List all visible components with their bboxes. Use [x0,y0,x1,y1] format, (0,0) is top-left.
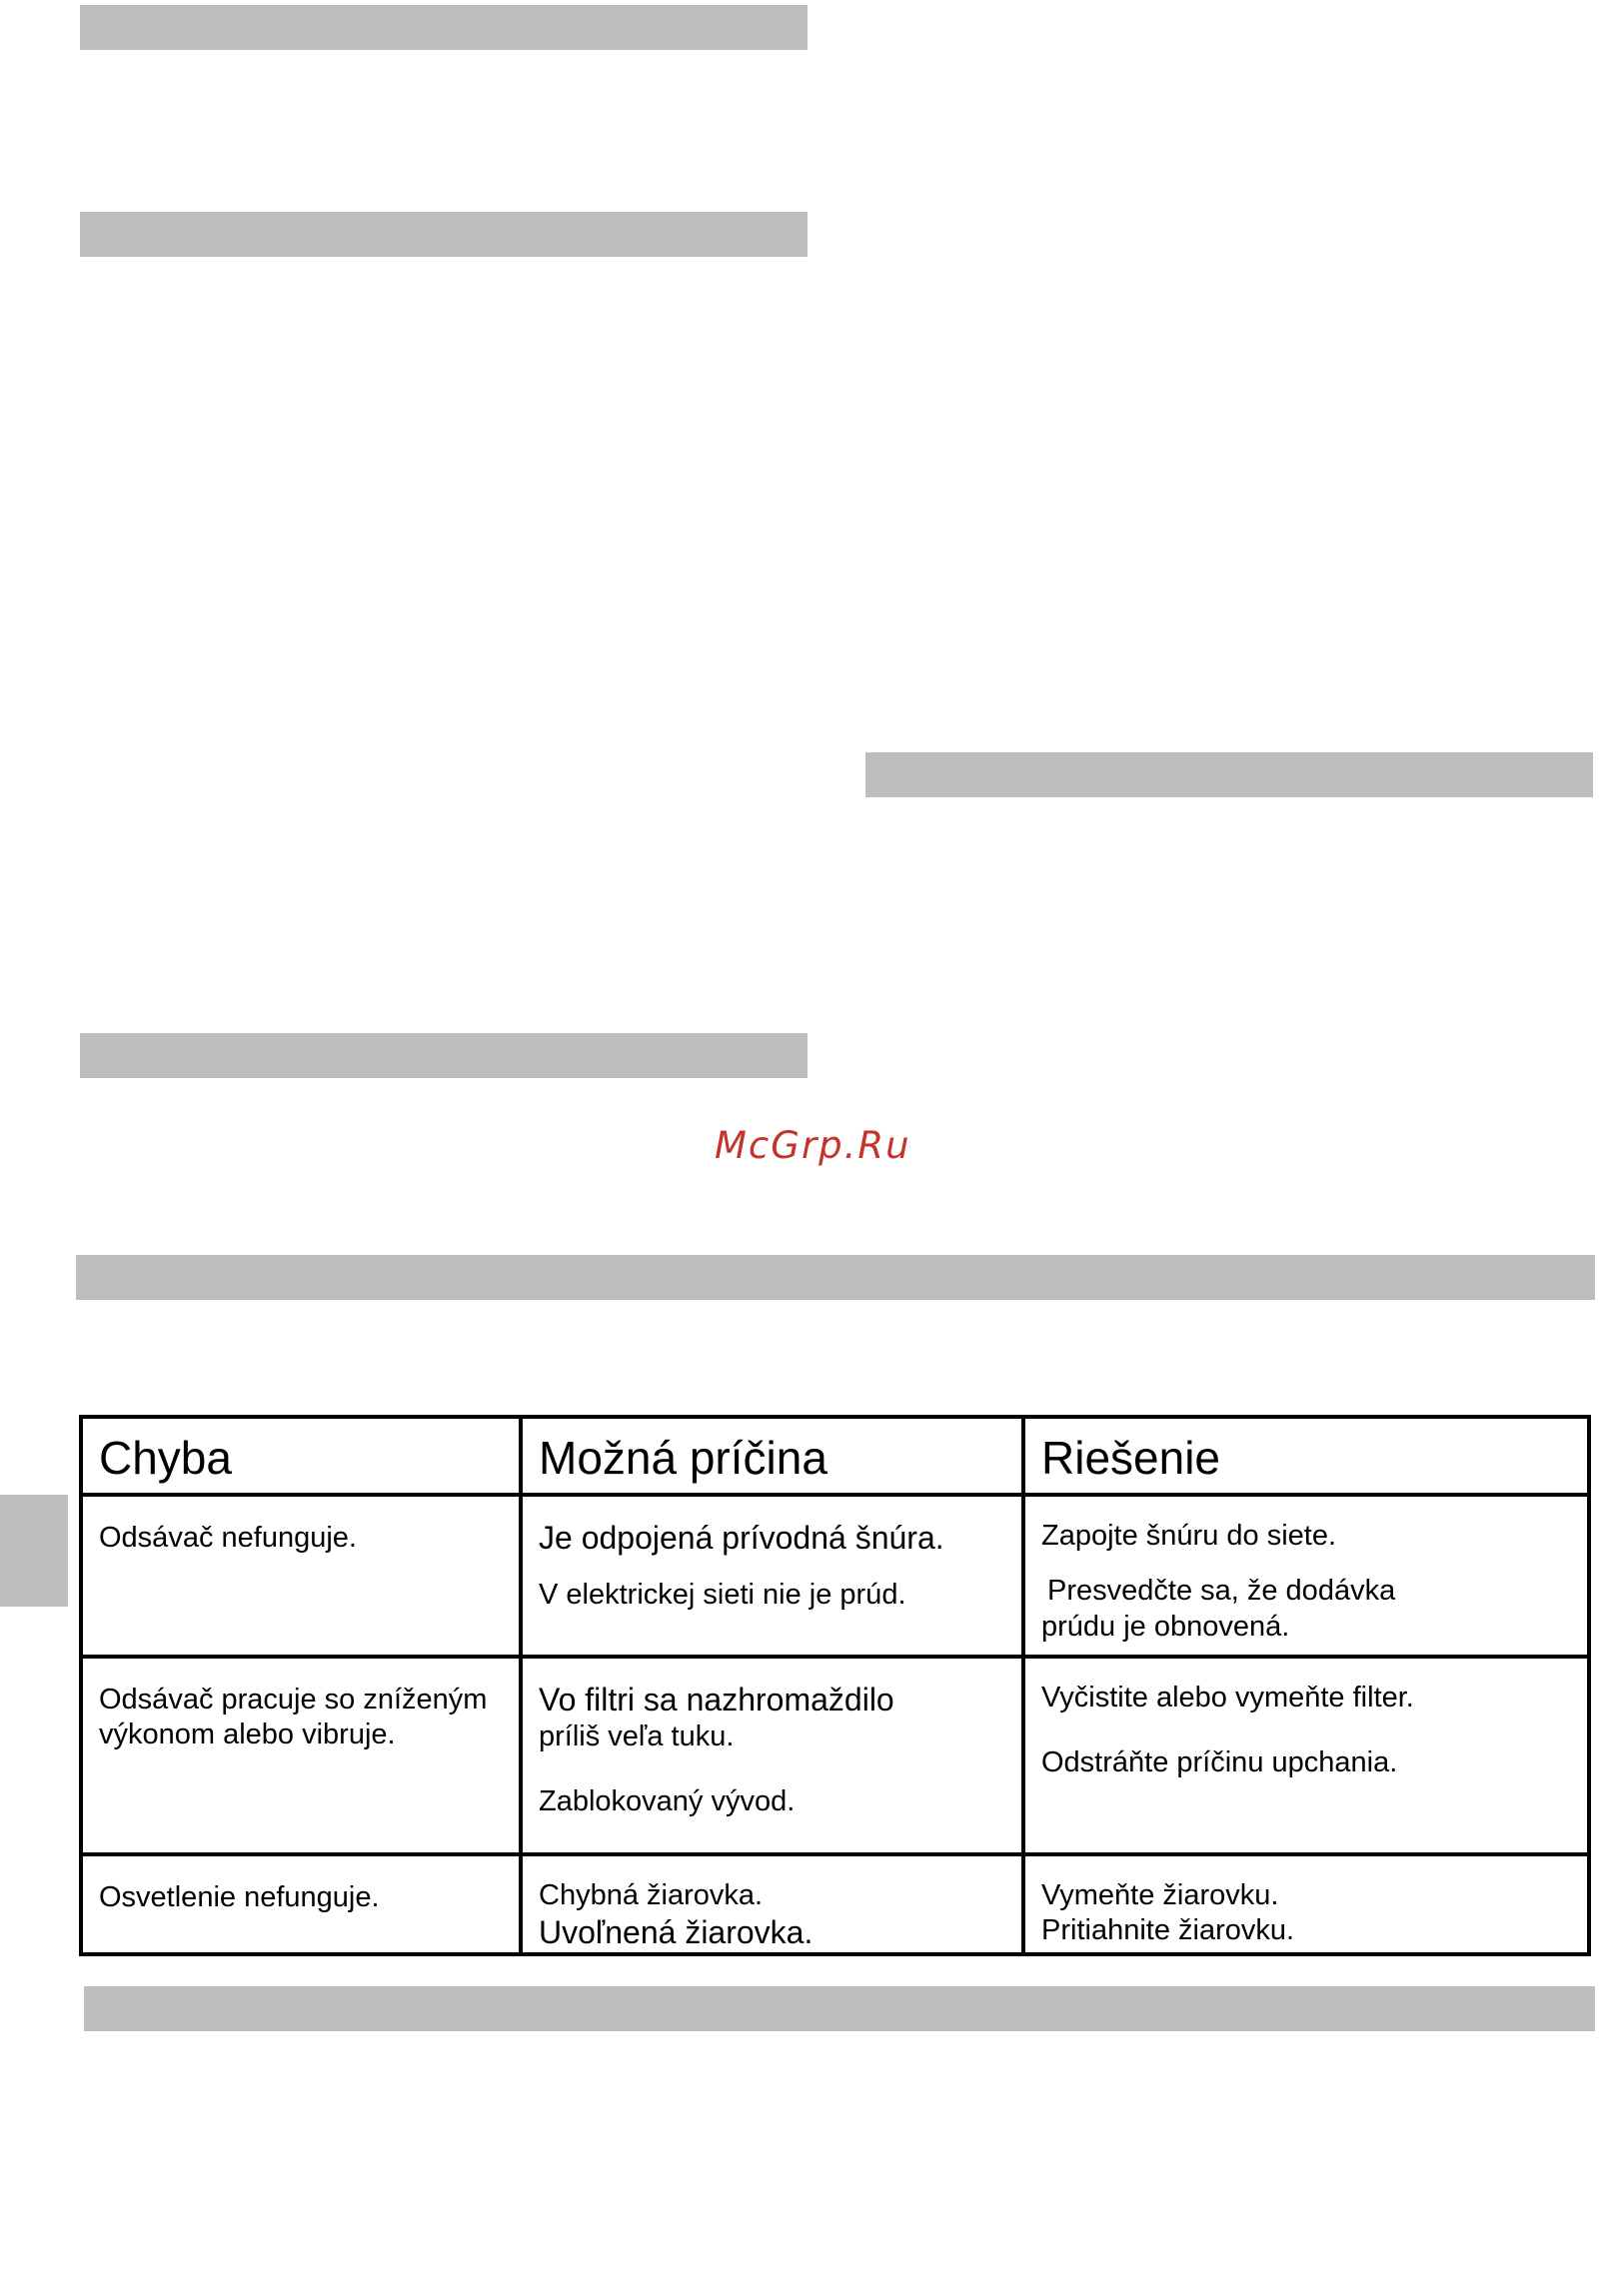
solution-text: Vymeňte žiarovku. [1041,1879,1279,1911]
header-solution: Riešenie [1023,1417,1589,1495]
solution-text: Odstráňte príčinu upchania. [1041,1746,1398,1779]
fault-text: Odsávač pracuje so zníženým [99,1684,488,1716]
cause-cell [521,1657,1023,1854]
cause-text: Vo filtri sa nazhromaždilo [539,1682,894,1718]
solution-text: Pritiahnite žiarovku. [1041,1914,1295,1947]
fault-text: Odsávač nefunguje. [99,1522,357,1554]
table-row [81,1657,1589,1854]
solution-cell [1023,1854,1589,1954]
watermark-text: McGrp.Ru [715,1124,911,1167]
table-header-row [81,1417,1589,1495]
cause-text: Chybná žiarovka. [539,1879,764,1911]
solution-cell [1023,1495,1589,1657]
cause-cell [521,1854,1023,1954]
troubleshooting-table [79,1415,1591,1956]
cause-text: Uvoľnená žiarovka. [539,1914,813,1951]
section-header-bar [80,1033,808,1078]
fault-cell [81,1657,521,1854]
section-header-bar-wide [84,1986,1595,2031]
solution-cell [1023,1657,1589,1854]
solution-text: prúdu je obnovená. [1041,1610,1290,1643]
fault-cell [81,1854,521,1954]
fault-text: Osvetlenie nefunguje. [99,1881,380,1913]
section-header-bar-wide [76,1255,1595,1300]
fault-text: výkonom alebo vibruje. [99,1719,396,1751]
section-header-bar [80,5,808,50]
table-row [81,1854,1589,1954]
solution-text: Presvedčte sa, že dodávka [1047,1575,1396,1608]
page-side-tab [0,1495,68,1607]
cause-text: V elektrickej sieti nie je prúd. [539,1579,906,1612]
section-header-bar [80,212,808,257]
solution-text: Vyčistite alebo vymeňte filter. [1041,1682,1414,1714]
cause-text: príliš veľa tuku. [539,1721,735,1753]
section-header-bar [865,752,1593,797]
cause-text: Zablokovaný vývod. [539,1785,796,1818]
cause-cell [521,1495,1023,1657]
header-fault: Chyba [81,1417,521,1495]
table-row [81,1495,1589,1657]
cause-text: Je odpojená prívodná šnúra. [539,1520,944,1556]
solution-text: Zapojte šnúru do siete. [1041,1520,1337,1552]
header-cause: Možná príčina [521,1417,1023,1495]
fault-cell [81,1495,521,1657]
